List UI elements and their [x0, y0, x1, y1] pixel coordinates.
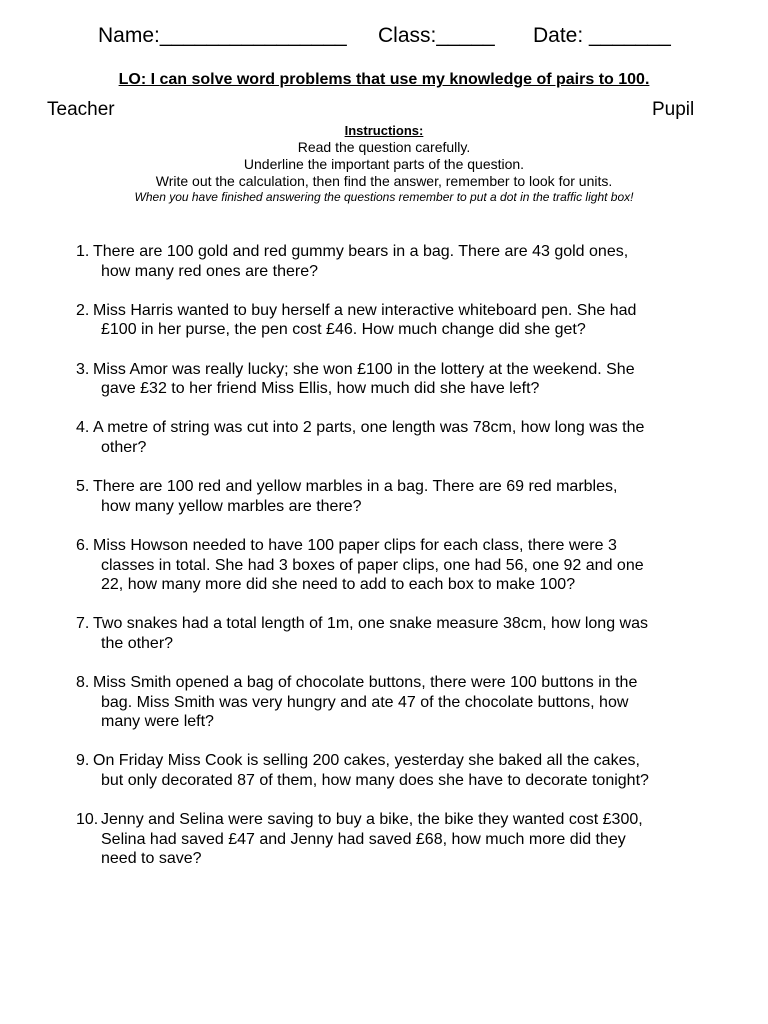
question-item [0, 477, 741, 516]
question-item [0, 810, 741, 869]
question-text-line: how many yellow marbles are there? [101, 497, 362, 515]
question-text-line: Miss Howson needed to have 100 paper clips for each class, there were 3 [93, 536, 617, 554]
question-text-line: 22, how many more did she need to add to each box to make 100? [101, 576, 576, 594]
instructions-title: Instructions: [344, 123, 424, 138]
question-number: 4. [76, 419, 90, 437]
question-number: 3. [76, 360, 90, 378]
question-text-line: Selina had saved £47 and Jenny had saved £68, how much more did they [101, 830, 626, 848]
question-text-line: but only decorated 87 of them, how many does she have to decorate tonight? [101, 772, 649, 790]
question-text-line: gave £32 to her friend Miss Ellis, how much did she have left? [101, 380, 540, 398]
question-number: 10. [76, 811, 99, 829]
instruction-line: Write out the calculation, then find the answer, remember to look for units. [155, 173, 613, 189]
question-text-line: A metre of string was cut into 2 parts, one length was 78cm, how long was the [93, 419, 645, 437]
question-number: 6. [76, 536, 90, 554]
question-item [0, 418, 741, 457]
question-item [0, 673, 741, 732]
question-text-line: Miss Amor was really lucky; she won £100 in the lottery at the weekend. She [93, 360, 635, 378]
question-item [0, 242, 741, 281]
question-item [0, 536, 741, 595]
question-number: 7. [76, 615, 90, 633]
question-item [0, 614, 741, 653]
question-text-line: how many red ones are there? [101, 262, 319, 280]
name-field[interactable]: Name:________________ [98, 24, 347, 47]
instructions-block [0, 122, 768, 205]
question-text-line: On Friday Miss Cook is selling 200 cakes, yesterday she baked all the cakes, [93, 752, 640, 770]
question-list [0, 242, 768, 889]
question-text-line: classes in total. She had 3 boxes of paper clips, one had 56, one 92 and one [101, 556, 644, 574]
question-text-line: Jenny and Selina were saving to buy a bike, the bike they wanted cost £300, [101, 811, 643, 829]
question-number: 1. [76, 243, 90, 260]
instruction-line: Read the question carefully. [297, 139, 471, 155]
question-text-line: Miss Smith opened a bag of chocolate buttons, there were 100 buttons in the [93, 674, 638, 692]
question-text-line: many were left? [101, 713, 214, 731]
question-item [0, 301, 741, 340]
learning-objective: LO: I can solve word problems that use my knowledge of pairs to 100. [118, 71, 650, 88]
class-field[interactable]: Class:_____ [378, 24, 495, 47]
instruction-line: Underline the important parts of the question. [243, 156, 525, 172]
question-text-line: £100 in her purse, the pen cost £46. How much change did she get? [101, 321, 586, 339]
question-text-line: Miss Harris wanted to buy herself a new interactive whiteboard pen. She had [93, 301, 637, 319]
question-item [0, 751, 741, 790]
question-text-line: other? [101, 438, 147, 456]
question-text-line: There are 100 red and yellow marbles in a bag. There are 69 red marbles, [93, 478, 618, 496]
question-number: 2. [76, 301, 90, 319]
question-number: 5. [76, 478, 90, 496]
question-text-line: There are 100 gold and red gummy bears in a bag. There are 43 gold ones, [93, 243, 629, 260]
question-number: 8. [76, 674, 90, 692]
date-field[interactable]: Date: _______ [533, 24, 671, 47]
question-text-line: bag. Miss Smith was very hungry and ate 47 of the chocolate buttons, how [101, 693, 629, 711]
question-text-line: need to save? [101, 850, 202, 868]
question-item [0, 360, 741, 399]
worksheet-header [0, 24, 768, 52]
question-text-line: the other? [101, 634, 174, 652]
instruction-note: When you have finished answering the questions remember to put a dot in the traffic light box! [134, 190, 634, 204]
question-text-line: Two snakes had a total length of 1m, one snake measure 38cm, how long was [93, 615, 648, 633]
question-number: 9. [76, 752, 90, 770]
pupil-label: Pupil [652, 99, 695, 120]
teacher-label: Teacher [47, 99, 115, 120]
